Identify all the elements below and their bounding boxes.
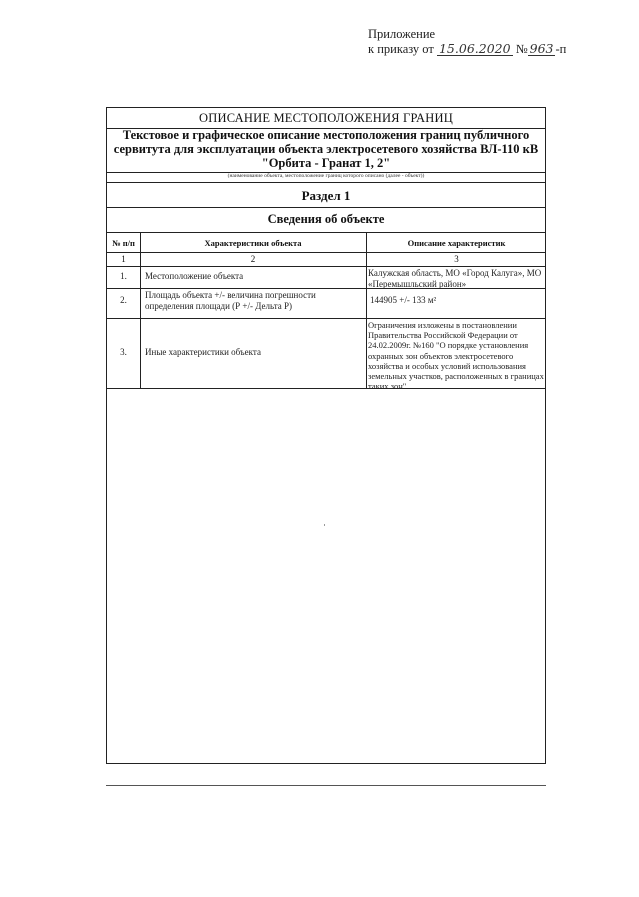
col-number-1: 1: [121, 254, 126, 264]
document-title: ОПИСАНИЕ МЕСТОПОЛОЖЕНИЯ ГРАНИЦ: [199, 111, 453, 125]
order-suffix: -п: [555, 42, 567, 56]
subtitle-line-1: Текстовое и графическое описание местоположения границ публичного: [122, 128, 530, 142]
document-frame: [106, 107, 546, 764]
row-number: 1.: [120, 271, 127, 281]
divider: [107, 182, 545, 183]
subtitle-line-3: "Орбита - Гранат 1, 2": [261, 156, 391, 170]
header-col-no: № п/п: [112, 238, 135, 248]
divider: [107, 266, 545, 267]
row-description: 144905 +/- 133 м²: [370, 295, 437, 305]
header-col-characteristic: Характеристики объекта: [204, 238, 302, 248]
scan-speck: [324, 524, 325, 526]
order-number-label: №: [515, 42, 528, 56]
row-characteristic: Местоположение объекта: [145, 271, 244, 281]
appendix-label: Приложение: [368, 27, 436, 41]
document-subtitle: [113, 128, 539, 170]
divider: [107, 318, 545, 319]
row-characteristic: Иные характеристики объекта: [145, 347, 261, 357]
header-col-description: Описание характеристик: [407, 238, 506, 248]
col-number-2: 2: [250, 254, 256, 264]
row-description: Ограничения изложены в постановлении Правительства Российской Федерации от 24.02.2009г. №160 "О порядке установления охранных зон объектов электросетевого хозяйства и особых условий использования земельных участков, расположенных в границах таких зон": [368, 320, 544, 392]
order-prefix: к приказу от: [368, 42, 434, 56]
row-description: Калужская область, МО «Город Калуга», МО «Перемышльский район»: [368, 268, 542, 289]
table-bottom-border: [107, 388, 545, 389]
table-top-border: [107, 232, 545, 233]
row-number: 3.: [120, 347, 127, 357]
col-number-3: 3: [454, 254, 459, 264]
order-date: 15.06.2020: [438, 41, 511, 56]
appendix-block: [368, 27, 566, 57]
object-note: (наименование объекта, местоположение границ которого описано (далее - объект)): [227, 173, 425, 179]
page-bottom-rule: [106, 785, 546, 786]
divider: [107, 207, 545, 208]
section-title: Раздел 1: [301, 188, 351, 203]
row-characteristic: Площадь объекта +/- величина погрешности определения площади (Р +/- Дельта Р): [145, 290, 316, 311]
divider: [107, 252, 545, 253]
section-subtitle: Сведения об объекте: [267, 212, 385, 226]
row-number: 2.: [120, 295, 127, 305]
subtitle-line-2: сервитута для эксплуатации объекта электросетевого хозяйства ВЛ-110 кВ: [113, 142, 539, 156]
appendix-order-line: [368, 42, 566, 57]
divider: [107, 288, 545, 289]
order-number: 963: [529, 41, 554, 56]
